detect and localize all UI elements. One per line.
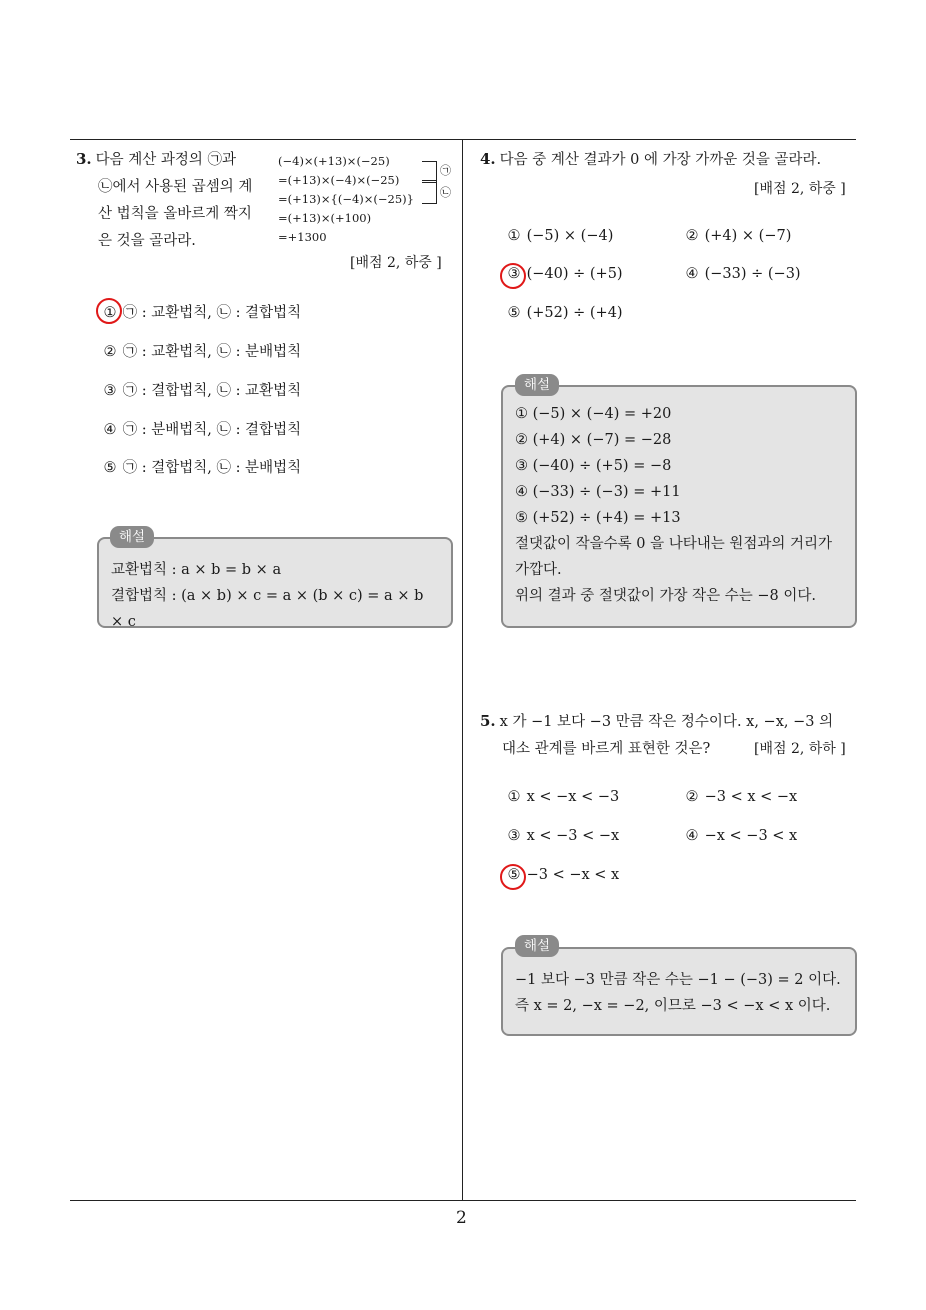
q3-text-line: 은 것을 골라라. (98, 233, 196, 249)
top-rule (70, 139, 856, 140)
calc-line: =(+13)×{(−4)×(−25)} (278, 192, 414, 206)
q3-tag-2: ㉡ (440, 186, 451, 199)
q5-option-3[interactable] (506, 828, 619, 844)
solution-line: 즉 x = 2, −x = −2, 이므로 −3 < −x < x 이다. (515, 998, 831, 1014)
q5-text-line: 대소 관계를 바르게 표현한 것은? (502, 741, 711, 757)
solution-line: ① (−5) × (−4) = +20 (515, 406, 672, 422)
q5-solution-box (501, 947, 857, 1036)
q4-option-1[interactable] (506, 228, 613, 244)
option-marker: ② (685, 228, 699, 244)
q4-question (480, 146, 860, 174)
option-text: −3 < x < −x (704, 789, 798, 805)
option-marker: ④ (685, 828, 699, 844)
q3-score: [배점 2, 하중 ] (350, 255, 442, 271)
option-text: (−40) ÷ (+5) (526, 266, 623, 282)
q4-option-5[interactable] (506, 305, 623, 321)
solution-line: 위의 결과 중 절댓값이 가장 작은 수는 −8 이다. (515, 588, 816, 604)
option-text: −x < −3 < x (704, 828, 798, 844)
option-text: x < −3 < −x (526, 828, 620, 844)
q4-solution-box (501, 385, 857, 628)
q5-option-5[interactable] (506, 867, 619, 883)
q3-text-line: ㉡에서 사용된 곱셈의 계 (98, 179, 253, 195)
q3-tag-1: ㉠ (440, 164, 451, 177)
option-marker: ③ (507, 828, 521, 844)
solution-line: 가깝다. (515, 562, 562, 578)
column-divider (462, 139, 463, 1201)
q4-number: 4. (480, 150, 496, 168)
q5-solution-label: 해설 (515, 935, 559, 957)
option-marker: ① (507, 228, 521, 244)
option-text: (−5) × (−4) (526, 228, 614, 244)
q4-option-2[interactable] (684, 228, 791, 244)
q3-bracket-2 (422, 180, 437, 204)
option-marker: ② (685, 789, 699, 805)
q3-option-4[interactable] (102, 418, 301, 439)
q3-text-line: 다음 계산 과정의 ㉠과 (95, 152, 237, 168)
option-text: (−33) ÷ (−3) (704, 266, 801, 282)
solution-line: ② (+4) × (−7) = −28 (515, 432, 672, 448)
solution-line: 결합법칙 : (a × b) × c = a × (b × c) = a × b × c (111, 588, 424, 630)
option-text: ㉠ : 결합법칙, ㉡ : 교환법칙 (122, 383, 302, 399)
q3-option-3[interactable] (102, 379, 301, 400)
option-marker: ③ (507, 266, 521, 282)
solution-line: 교환법칙 : a × b = b × a (111, 562, 282, 578)
q4-score: [배점 2, 하중 ] (754, 181, 846, 197)
calc-line: =(+13)×(+100) (278, 211, 372, 225)
q3-calculation (278, 152, 414, 247)
q5-option-2[interactable] (684, 789, 797, 805)
q3-solution-box (97, 537, 453, 628)
option-text: ㉠ : 결합법칙, ㉡ : 분배법칙 (122, 460, 302, 476)
option-marker: ⑤ (103, 460, 117, 476)
option-marker: ④ (103, 422, 117, 438)
option-marker: ③ (103, 383, 117, 399)
calc-line: =+1300 (278, 230, 327, 244)
option-text: ㉠ : 교환법칙, ㉡ : 분배법칙 (122, 344, 302, 360)
q5-number: 5. (480, 712, 496, 730)
option-marker: ⑤ (507, 305, 521, 321)
solution-line: ⑤ (+52) ÷ (+4) = +13 (515, 510, 681, 526)
q3-option-2[interactable] (102, 340, 301, 361)
q4-text: 다음 중 계산 결과가 0 에 가장 가까운 것을 골라라. (499, 152, 822, 168)
q3-text-line: 산 법칙을 올바르게 짝지 (98, 206, 252, 222)
option-marker: ② (103, 344, 117, 360)
solution-line: ④ (−33) ÷ (−3) = +11 (515, 484, 681, 500)
option-text: x < −x < −3 (526, 789, 620, 805)
q4-solution-label: 해설 (515, 374, 559, 396)
q5-score: [배점 2, 하하 ] (754, 741, 846, 757)
option-marker: ④ (685, 266, 699, 282)
solution-line: 절댓값이 작을수록 0 을 나타내는 원점과의 거리가 (515, 536, 833, 552)
option-text: ㉠ : 분배법칙, ㉡ : 결합법칙 (122, 422, 302, 438)
option-marker: ⑤ (507, 867, 521, 883)
option-text: −3 < −x < x (526, 867, 620, 883)
q3-number: 3. (76, 150, 92, 168)
q3-option-1[interactable] (102, 301, 301, 322)
page-number: 2 (456, 1208, 467, 1228)
q3-question (76, 146, 266, 255)
q5-option-1[interactable] (506, 789, 619, 805)
q4-option-3[interactable] (506, 266, 623, 282)
solution-line: −1 보다 −3 만큼 작은 수는 −1 − (−3) = 2 이다. (515, 972, 841, 988)
calc-line: (−4)×(+13)×(−25) (278, 154, 390, 168)
q3-solution-label: 해설 (110, 526, 154, 548)
q5-text-line: x 가 −1 보다 −3 만큼 작은 정수이다. x, −x, −3 의 (499, 714, 834, 730)
q5-option-4[interactable] (684, 828, 797, 844)
option-text: ㉠ : 교환법칙, ㉡ : 결합법칙 (122, 305, 302, 321)
option-text: (+4) × (−7) (704, 228, 792, 244)
q3-option-5[interactable] (102, 456, 301, 477)
option-text: (+52) ÷ (+4) (526, 305, 623, 321)
option-marker: ① (507, 789, 521, 805)
q4-option-4[interactable] (684, 266, 801, 282)
bottom-rule (70, 1200, 856, 1201)
calc-line: =(+13)×(−4)×(−25) (278, 173, 400, 187)
solution-line: ③ (−40) ÷ (+5) = −8 (515, 458, 672, 474)
option-marker: ① (103, 305, 117, 321)
